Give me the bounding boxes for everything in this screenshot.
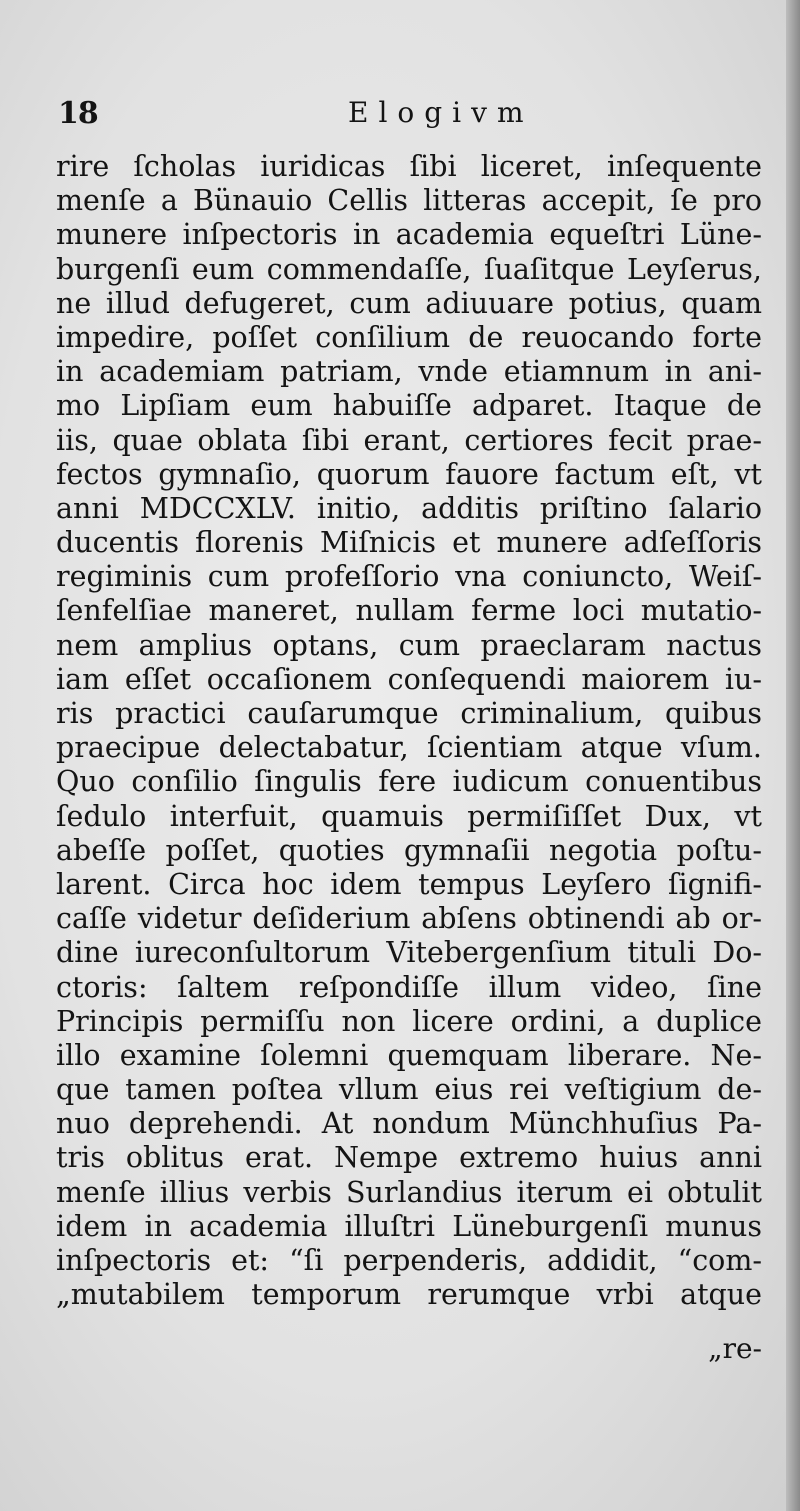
text-line: menſe illius verbis Surlandius iterum ei obtulit xyxy=(56,1175,762,1209)
text-line: idem in academia illuſtri Lüneburgenſi munus xyxy=(56,1209,762,1243)
text-line: larent. Circa hoc idem tempus Leyſero ſignifi- xyxy=(56,867,762,901)
text-line: tris oblitus erat. Nempe extremo huius anni xyxy=(56,1141,762,1175)
text-line: menſe a Bünauio Cellis litteras accepit, ſe pro xyxy=(56,184,762,218)
page-number: 18 xyxy=(58,96,98,131)
text-line: ſenfelſiae maneret, nullam ferme loci mutatio- xyxy=(56,594,762,628)
text-line: ctoris: ſaltem reſpondiſſe illum video, ſine xyxy=(56,970,762,1004)
text-line: in academiam patriam, vnde etiamnum in ani- xyxy=(56,355,762,389)
text-line: ris practici cauſarumque criminalium, quibus xyxy=(56,697,762,730)
body-text xyxy=(56,150,762,1312)
page-edge xyxy=(786,0,800,1511)
text-line: ne illud defugeret, cum adiuuare potius, quam xyxy=(56,286,762,320)
text-line: ſedulo interfuit, quamuis permiſiſſet Dux, vt xyxy=(56,799,762,833)
catchword: „re- xyxy=(708,1332,762,1365)
text-line: ducentis florenis Miſnicis et munere adſeſſoris xyxy=(56,526,762,560)
text-line: iis, quae oblata ſibi erant, certiores fecit prae- xyxy=(56,423,762,457)
text-line: munere inſpectoris in academia equeſtri Lüne- xyxy=(56,218,762,252)
text-line: dine iureconſultorum Vitebergenſium tituli Do- xyxy=(56,936,762,970)
text-line: inſpectoris et: “ſi perpenderis, addidit, “com- xyxy=(56,1244,762,1277)
page-header xyxy=(58,96,758,136)
text-line: illo examine ſolemni quemquam liberare. Ne- xyxy=(56,1038,762,1072)
text-line: abeſſe poſſet, quoties gymnaſii negotia poſtu- xyxy=(56,833,762,867)
text-line: rire ſcholas iuridicas ſibi liceret, inſequente xyxy=(56,150,762,183)
text-line: regiminis cum profeſſorio vna coniuncto, Weiſ- xyxy=(56,560,762,594)
text-line: nem amplius optans, cum praeclaram nactus xyxy=(56,628,762,662)
text-line: que tamen poſtea vllum eius rei veſtigium de- xyxy=(56,1073,762,1107)
running-title: Elogivm xyxy=(348,96,534,129)
text-line: anni MDCCXLV. initio, additis priſtino ſalario xyxy=(56,491,762,525)
text-line: burgenſi eum commendaſſe, ſuaſitque Leyſerus, xyxy=(56,252,762,286)
text-line: Quo conſilio ſingulis fere iudicum conuentibus xyxy=(56,765,762,799)
text-line: fectos gymnaſio, quorum fauore factum eſt, vt xyxy=(56,457,762,491)
text-line: mo Lipſiam eum habuiſſe adparet. Itaque de xyxy=(56,389,762,423)
text-line: iam eſſet occaſionem conſequendi maiorem iu- xyxy=(56,662,762,696)
text-line: praecipue delectabatur, ſcientiam atque vſum. xyxy=(56,731,762,765)
text-line: impedire, poſſet conſilium de reuocando forte xyxy=(56,320,762,354)
text-line: Principis permiſſu non licere ordini, a duplice xyxy=(56,1004,762,1038)
text-line: nuo deprehendi. At nondum Münchhuſius Pa- xyxy=(56,1107,762,1141)
text-line: „mutabilem temporum rerumque vrbi atque xyxy=(56,1278,762,1312)
text-line: caſſe videtur deſiderium abſens obtinendi ab or- xyxy=(56,902,762,936)
